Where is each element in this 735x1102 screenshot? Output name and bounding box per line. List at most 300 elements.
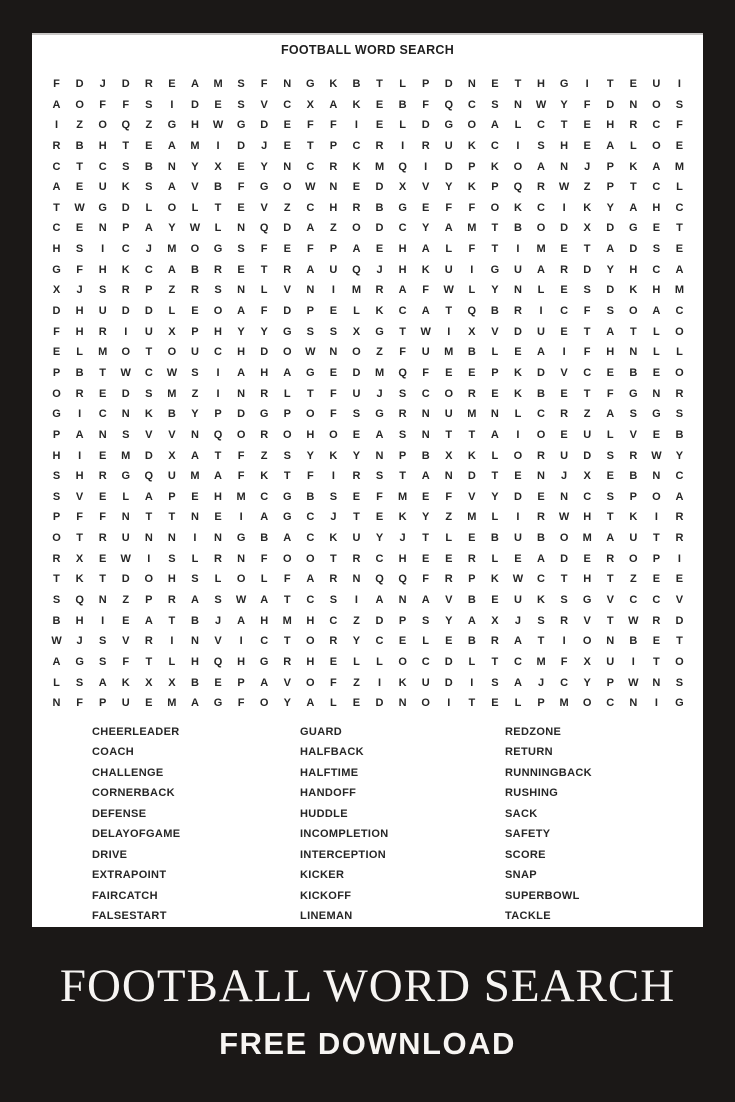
grid-letter: S	[191, 573, 199, 586]
grid-letter: E	[422, 201, 430, 214]
grid-letter: X	[75, 552, 84, 565]
grid-letter: I	[516, 511, 520, 524]
grid-letter: H	[398, 552, 407, 565]
grid-letter: L	[145, 201, 153, 214]
grid-letter: T	[99, 366, 107, 379]
grid-letter: E	[352, 428, 361, 441]
grid-letter: R	[190, 284, 199, 297]
grid-letter: A	[260, 594, 269, 607]
grid-letter: Z	[145, 119, 153, 132]
grid-letter: A	[398, 284, 407, 297]
grid-letter: N	[513, 284, 522, 297]
grid-letter: A	[52, 98, 61, 111]
grid-letter: J	[376, 387, 383, 400]
grid-letter: A	[306, 573, 315, 586]
grid-letter: F	[122, 655, 130, 668]
grid-letter: O	[675, 655, 684, 668]
grid-letter: H	[237, 655, 246, 668]
grid-letter: R	[675, 387, 684, 400]
grid-letter: D	[260, 119, 269, 132]
grid-letter: O	[421, 697, 430, 710]
grid-letter: N	[190, 428, 199, 441]
grid-letter: I	[424, 160, 428, 173]
grid-letter: D	[375, 614, 384, 627]
grid-letter: A	[306, 263, 315, 276]
grid-letter: G	[259, 181, 269, 194]
grid-letter: N	[513, 98, 522, 111]
grid-letter: J	[561, 470, 568, 483]
grid-letter: M	[398, 490, 408, 503]
grid-letter: R	[398, 408, 407, 421]
grid-letter: O	[675, 366, 684, 379]
grid-letter: A	[537, 552, 545, 565]
grid-letter: I	[631, 655, 635, 668]
grid-letter: F	[583, 346, 591, 359]
grid-letter: G	[52, 263, 61, 276]
grid-letter: W	[212, 119, 224, 132]
grid-letter: G	[98, 201, 107, 214]
grid-letter: R	[260, 387, 269, 400]
grid-letter: C	[421, 655, 430, 668]
grid-letter: C	[144, 263, 153, 276]
grid-letter: B	[513, 222, 522, 235]
grid-letter: L	[445, 243, 453, 256]
grid-letter: N	[606, 635, 615, 648]
grid-letter: F	[53, 78, 60, 90]
grid-letter: Q	[121, 119, 131, 132]
grid-letter: B	[421, 449, 430, 462]
grid-letter: I	[101, 614, 105, 627]
grid-letter: C	[144, 366, 153, 379]
grid-letter: W	[558, 181, 570, 194]
grid-letter: S	[652, 243, 661, 256]
grid-letter: Y	[237, 325, 245, 338]
grid-letter: K	[537, 594, 545, 607]
grid-letter: O	[536, 428, 546, 441]
grid-letter: D	[560, 552, 569, 565]
grid-letter: O	[629, 552, 638, 565]
grid-letter: N	[98, 594, 107, 607]
grid-letter: G	[236, 119, 246, 132]
grid-letter: K	[144, 408, 153, 421]
grid-letter: Y	[606, 201, 614, 214]
grid-letter: U	[421, 676, 430, 689]
grid-letter: A	[260, 676, 269, 689]
grid-letter: K	[490, 573, 499, 586]
grid-letter: A	[214, 470, 222, 483]
grid-letter: F	[237, 697, 245, 710]
grid-letter: A	[606, 408, 615, 421]
grid-letter: R	[329, 635, 338, 648]
grid-letter: E	[329, 655, 338, 668]
grid-letter: P	[606, 160, 614, 173]
grid-letter: M	[190, 470, 200, 483]
grid-letter: S	[606, 490, 614, 503]
grid-letter: W	[166, 366, 178, 379]
grid-letter: P	[491, 181, 499, 194]
grid-letter: Z	[283, 201, 291, 214]
grid-letter: E	[468, 532, 476, 545]
grid-letter: H	[583, 511, 592, 524]
word-item: CORNERBACK	[92, 787, 175, 800]
grid-letter: R	[560, 408, 569, 421]
grid-letter: M	[351, 284, 362, 297]
grid-letter: T	[560, 573, 568, 586]
grid-letter: I	[447, 325, 451, 338]
grid-letter: V	[422, 181, 430, 194]
grid-letter: E	[606, 366, 614, 379]
grid-letter: I	[170, 635, 174, 648]
grid-letter: P	[606, 676, 614, 689]
grid-letter: U	[190, 346, 199, 359]
grid-letter: E	[491, 387, 499, 400]
grid-letter: L	[376, 655, 383, 668]
grid-letter: F	[99, 511, 107, 524]
grid-letter: E	[375, 511, 384, 524]
grid-letter: H	[167, 573, 176, 586]
grid-letter: I	[354, 119, 358, 132]
grid-letter: L	[53, 676, 60, 689]
word-list-column-3	[505, 722, 592, 927]
grid-letter: B	[190, 676, 199, 689]
grid-letter: R	[329, 573, 338, 586]
grid-letter: S	[329, 594, 338, 607]
grid-letter: H	[260, 366, 269, 379]
grid-letter: V	[560, 366, 568, 379]
grid-letter: W	[120, 366, 131, 379]
grid-letter: A	[144, 490, 153, 503]
grid-letter: N	[444, 470, 453, 483]
word-item: CHEERLEADER	[92, 726, 180, 738]
grid-letter: B	[167, 408, 176, 421]
grid-letter: F	[422, 284, 430, 297]
grid-letter: F	[583, 98, 591, 111]
grid-letter: H	[75, 325, 84, 338]
grid-letter: J	[330, 511, 337, 524]
grid-letter: T	[606, 511, 614, 524]
grid-letter: K	[329, 532, 338, 545]
grid-letter: K	[467, 139, 476, 152]
grid-letter: A	[606, 243, 615, 256]
grid-letter: D	[121, 305, 130, 318]
grid-letter: E	[99, 387, 107, 400]
grid-letter: S	[237, 98, 245, 111]
grid-letter: L	[353, 305, 360, 318]
grid-letter: D	[675, 614, 684, 627]
grid-letter: O	[282, 428, 292, 441]
grid-letter: P	[606, 181, 614, 194]
grid-letter: E	[75, 222, 84, 235]
grid-letter: I	[585, 78, 589, 90]
grid-letter: T	[514, 78, 522, 90]
grid-letter: E	[652, 222, 661, 235]
grid-letter: E	[445, 366, 453, 379]
grid-letter: L	[168, 305, 176, 318]
grid-letter: Y	[191, 408, 199, 421]
grid-letter: J	[399, 532, 406, 545]
grid-letter: F	[283, 573, 291, 586]
grid-letter: Q	[467, 305, 477, 318]
grid-letter: P	[52, 428, 61, 441]
grid-letter: E	[99, 449, 107, 462]
grid-letter: A	[606, 325, 615, 338]
grid-letter: M	[536, 243, 546, 256]
grid-letter: B	[467, 635, 476, 648]
grid-letter: D	[121, 201, 130, 214]
grid-letter: W	[189, 222, 201, 235]
grid-letter: I	[562, 201, 566, 214]
grid-letter: U	[98, 181, 107, 194]
grid-letter: F	[468, 201, 476, 214]
grid-letter: Q	[375, 573, 384, 586]
grid-letter: L	[491, 511, 499, 524]
grid-letter: K	[583, 201, 592, 214]
grid-letter: L	[191, 201, 199, 214]
grid-letter: U	[513, 263, 522, 276]
grid-letter: P	[629, 490, 637, 503]
grid-letter: C	[560, 305, 569, 318]
grid-letter: A	[237, 614, 246, 627]
grid-letter: D	[375, 181, 384, 194]
grid-letter: S	[214, 284, 222, 297]
grid-letter: E	[606, 470, 614, 483]
grid-letter: R	[260, 428, 269, 441]
grid-letter: E	[75, 181, 84, 194]
grid-letter: Y	[491, 284, 499, 297]
grid-letter: S	[352, 408, 361, 421]
free-download-label: FREE DOWNLOAD	[219, 1026, 516, 1062]
grid-letter: B	[490, 305, 499, 318]
grid-letter: A	[237, 305, 246, 318]
grid-letter: A	[606, 532, 615, 545]
grid-letter: C	[283, 98, 292, 111]
grid-letter: E	[652, 428, 661, 441]
grid-letter: N	[375, 449, 384, 462]
grid-letter: E	[560, 387, 568, 400]
grid-letter: D	[444, 655, 453, 668]
grid-letter: H	[75, 614, 84, 627]
grid-letter: R	[467, 387, 476, 400]
grid-letter: O	[306, 552, 315, 565]
grid-letter: G	[375, 325, 384, 338]
grid-letter: D	[121, 387, 130, 400]
grid-letter: R	[629, 119, 638, 132]
grid-letter: E	[375, 243, 384, 256]
grid-letter: T	[53, 201, 60, 214]
grid-letter: S	[306, 325, 314, 338]
word-item: RETURN	[505, 746, 553, 759]
grid-letter: X	[306, 98, 314, 111]
grid-letter: N	[352, 573, 361, 586]
word-item: INCOMPLETION	[300, 828, 389, 841]
grid-letter: H	[398, 263, 407, 276]
grid-letter: R	[606, 552, 615, 565]
grid-letter: F	[237, 449, 245, 462]
grid-letter: Y	[260, 160, 268, 173]
grid-letter: B	[52, 614, 61, 627]
grid-letter: C	[537, 119, 545, 132]
grid-letter: R	[375, 139, 384, 152]
grid-letter: A	[98, 676, 107, 689]
grid-letter: A	[167, 181, 176, 194]
grid-letter: K	[629, 284, 638, 297]
grid-letter: H	[214, 325, 222, 338]
grid-letter: M	[674, 284, 685, 297]
grid-letter: L	[491, 552, 499, 565]
grid-letter: T	[491, 222, 499, 235]
grid-letter: X	[352, 325, 361, 338]
grid-letter: N	[560, 160, 569, 173]
grid-letter: K	[375, 305, 384, 318]
grid-letter: G	[121, 470, 131, 483]
grid-letter: L	[214, 573, 222, 586]
grid-letter: V	[675, 594, 684, 607]
grid-letter: C	[513, 655, 522, 668]
grid-letter: P	[329, 139, 338, 152]
grid-letter: K	[629, 160, 638, 173]
grid-letter: L	[514, 697, 522, 710]
grid-letter: H	[52, 243, 61, 256]
grid-letter: C	[398, 222, 407, 235]
grid-letter: V	[283, 284, 291, 297]
grid-letter: A	[52, 655, 61, 668]
grid-letter: O	[490, 201, 500, 214]
grid-letter: E	[352, 490, 361, 503]
word-item: SCORE	[505, 848, 546, 861]
grid-letter: F	[122, 98, 130, 111]
grid-letter: O	[282, 181, 292, 194]
grid-letter: O	[167, 201, 177, 214]
grid-letter: E	[99, 490, 107, 503]
grid-letter: R	[352, 201, 361, 214]
grid-letter: I	[216, 366, 220, 379]
grid-letter: A	[260, 511, 269, 524]
grid-letter: X	[168, 676, 176, 689]
grid-letter: R	[537, 181, 545, 194]
grid-letter: G	[259, 655, 269, 668]
word-item: DEFENSE	[92, 807, 147, 820]
grid-letter: R	[352, 552, 361, 565]
grid-letter: L	[653, 325, 660, 338]
grid-letter: N	[121, 511, 130, 524]
grid-letter: F	[260, 305, 268, 318]
grid-letter: O	[352, 222, 361, 235]
grid-letter: S	[122, 160, 130, 173]
grid-letter: I	[78, 408, 82, 421]
grid-letter: U	[352, 532, 361, 545]
grid-letter: R	[167, 594, 176, 607]
grid-letter: T	[260, 263, 268, 276]
grid-letter: E	[422, 490, 430, 503]
grid-letter: S	[52, 470, 61, 483]
grid-letter: O	[398, 655, 407, 668]
word-item: DELAYOFGAME	[92, 828, 181, 841]
puzzle-card	[32, 33, 703, 927]
grid-letter: E	[352, 181, 361, 194]
grid-letter: H	[606, 346, 615, 359]
grid-letter: I	[562, 346, 566, 359]
grid-letter: Q	[213, 655, 223, 668]
grid-letter: A	[283, 366, 292, 379]
grid-letter: N	[237, 284, 246, 297]
grid-letter: T	[283, 594, 291, 607]
grid-letter: T	[399, 325, 406, 338]
grid-letter: N	[121, 408, 130, 421]
grid-letter: N	[421, 408, 430, 421]
grid-letter: N	[537, 470, 545, 483]
grid-letter: E	[122, 614, 130, 627]
grid-letter: O	[582, 697, 592, 710]
grid-letter: G	[282, 511, 292, 524]
grid-letter: Q	[398, 366, 407, 379]
grid-letter: Y	[445, 614, 453, 627]
grid-letter: L	[514, 408, 522, 421]
grid-letter: C	[675, 201, 684, 214]
grid-letter: B	[398, 98, 407, 111]
grid-letter: R	[652, 614, 661, 627]
grid-letter: C	[629, 594, 638, 607]
grid-letter: R	[283, 655, 292, 668]
grid-letter: H	[306, 428, 315, 441]
grid-letter: H	[306, 655, 315, 668]
grid-letter: T	[99, 573, 107, 586]
grid-letter: Z	[76, 119, 83, 132]
grid-letter: S	[191, 366, 199, 379]
grid-letter: I	[55, 119, 59, 132]
grid-letter: L	[445, 532, 453, 545]
grid-letter: Y	[375, 532, 384, 545]
grid-letter: M	[282, 614, 292, 627]
grid-letter: X	[214, 160, 222, 173]
grid-letter: E	[514, 470, 522, 483]
grid-letter: D	[606, 98, 615, 111]
grid-letter: C	[675, 305, 684, 318]
grid-letter: V	[468, 490, 476, 503]
grid-letter: E	[537, 490, 545, 503]
grid-letter: W	[120, 552, 131, 565]
grid-letter: F	[560, 655, 568, 668]
grid-letter: U	[513, 532, 522, 545]
grid-letter: G	[75, 655, 84, 668]
grid-letter: W	[628, 614, 639, 627]
grid-letter: X	[583, 222, 591, 235]
grid-letter: R	[52, 552, 61, 565]
grid-letter: Z	[260, 449, 268, 462]
grid-letter: A	[375, 594, 384, 607]
grid-letter: F	[606, 387, 614, 400]
grid-letter: O	[167, 346, 177, 359]
grid-letter: E	[583, 119, 591, 132]
grid-letter: E	[283, 243, 291, 256]
grid-letter: A	[306, 222, 315, 235]
grid-letter: D	[606, 284, 615, 297]
grid-letter: D	[144, 305, 153, 318]
grid-letter: A	[421, 243, 430, 256]
grid-letter: E	[491, 594, 499, 607]
grid-letter: I	[101, 243, 105, 256]
grid-letter: T	[145, 655, 153, 668]
grid-letter: B	[467, 594, 476, 607]
grid-letter: B	[352, 78, 361, 90]
grid-letter: B	[75, 366, 84, 379]
grid-letter: T	[399, 470, 406, 483]
grid-letter: N	[560, 490, 569, 503]
grid-letter: J	[376, 263, 383, 276]
grid-letter: E	[398, 635, 407, 648]
grid-letter: W	[628, 676, 639, 689]
grid-letter: B	[467, 346, 476, 359]
word-item: INTERCEPTION	[300, 848, 387, 861]
